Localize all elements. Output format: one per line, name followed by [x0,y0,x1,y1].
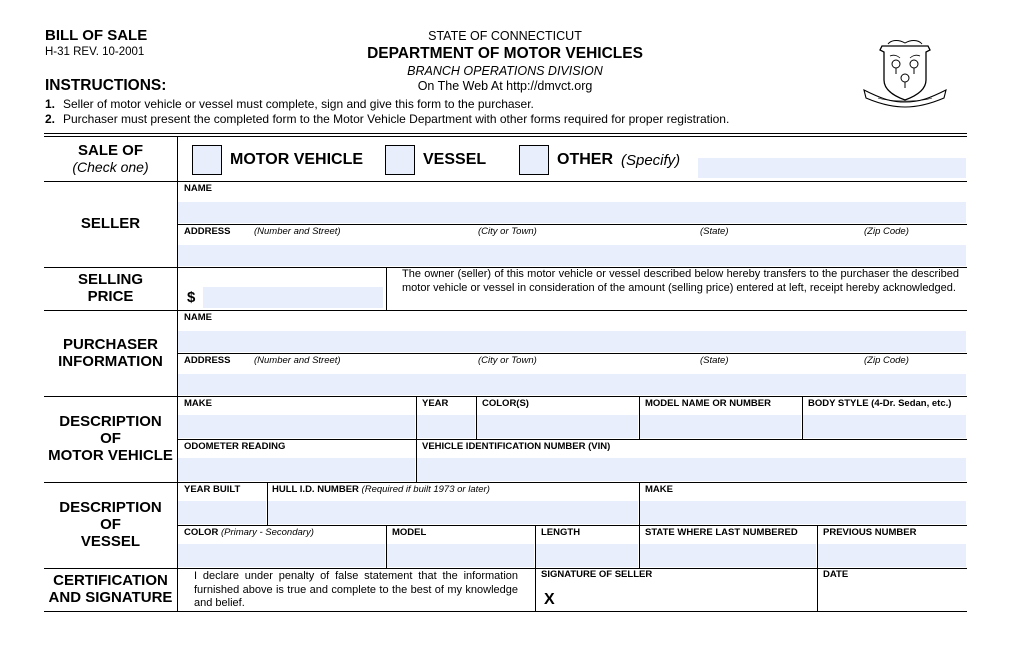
vs-make-label: MAKE [645,484,673,495]
web-address: On The Web At http://dmvct.org [417,79,593,93]
signature-label: SIGNATURE OF SELLER [541,569,653,580]
vs-year-built-label: YEAR BUILT [184,484,241,495]
instructions-title: INSTRUCTIONS: [45,77,167,94]
divider-purchaser-vehicle [44,396,967,397]
signature-x-mark: X [544,591,555,608]
date-label: DATE [823,569,849,580]
vs-year-built-field[interactable] [178,501,266,524]
certification-statement: I declare under penalty of false statement that the information furnished above is true and complete to the best of my knowledge and belief. [194,570,518,609]
purchaser-address-field[interactable] [178,374,966,395]
vs-state-last-label: STATE WHERE LAST NUMBERED [645,527,798,538]
purchaser-city-hint: (City or Town) [478,355,537,366]
form-title: BILL OF SALE [45,27,148,44]
divider-price-purchaser [44,310,967,311]
mv-colors-label: COLOR(S) [482,398,529,409]
mv-odometer-label: ODOMETER READING [184,441,286,452]
mv-make-label: MAKE [184,398,212,409]
vs-model-label: MODEL [392,527,427,538]
seller-zip-hint: (Zip Code) [864,226,909,237]
mv-year-label: YEAR [422,398,449,409]
seller-street-hint: (Number and Street) [254,226,341,237]
vs-model-field[interactable] [387,544,534,567]
divider-sale-seller [44,181,967,182]
other-specify-field[interactable] [698,158,966,178]
purchaser-inner-divider [178,353,967,354]
mv-make-field[interactable] [178,415,415,438]
mv-body-style-field[interactable] [803,415,966,438]
mv-vin-field[interactable] [417,458,966,481]
purchaser-name-field[interactable] [178,331,966,352]
instruction-2-number: 2. [45,112,56,126]
vs-state-last-field[interactable] [640,544,816,567]
table-bottom-rule [44,611,967,612]
sale-of-label: SALE OF (Check one) [44,142,177,176]
vs-hull-note: (Required if built 1973 or later) [361,484,490,495]
mv-body-style-label: BODY STYLE (4-Dr. Sedan, etc.) [808,398,952,409]
mv-model-field[interactable] [640,415,801,438]
mv-odometer-field[interactable] [178,458,415,481]
vs-color-note: (Primary - Secondary) [220,527,314,538]
table-top-rule-2 [44,136,967,137]
mv-year-field[interactable] [417,415,475,438]
mv-inner-divider [178,439,967,440]
instruction-2-text: Purchaser must present the completed form to the Motor Vehicle Department with other forms required for proper registration. [63,112,730,126]
instruction-1-number: 1. [45,97,56,111]
division-name: BRANCH OPERATIONS DIVISION [407,64,603,78]
state-name: STATE OF CONNECTICUT [428,29,582,43]
selling-price-field[interactable] [203,287,383,308]
seller-label: SELLER [80,215,141,232]
seller-name-label: NAME [184,183,212,194]
motor-vehicle-checkbox[interactable] [192,145,222,175]
seller-name-field[interactable] [178,202,966,223]
vs-length-label: LENGTH [541,527,581,538]
instruction-1-text: Seller of motor vehicle or vessel must complete, sign and give this form to the purchaser. [63,97,534,111]
other-specify-hint: (Specify) [621,152,681,169]
department-name: DEPARTMENT OF MOTOR VEHICLES [367,45,643,62]
mv-vin-label: VEHICLE IDENTIFICATION NUMBER (VIN) [422,441,611,452]
price-divider [386,268,387,310]
vs-hull-field[interactable] [268,501,638,524]
cert-divider-statement-sig [535,569,536,611]
vessel-checkbox[interactable] [385,145,415,175]
other-checkbox[interactable] [519,145,549,175]
mv-colors-field[interactable] [477,415,638,438]
certification-label: CERTIFICATION AND SIGNATURE [48,572,173,606]
vs-hull-label: HULL I.D. NUMBER (Required if built 1973 or later) [272,484,490,495]
motor-vehicle-label: DESCRIPTION OF MOTOR VEHICLE [48,413,173,464]
vessel-option: VESSEL [423,151,487,168]
selling-price-label: SELLING PRICE [77,271,143,305]
vessel-label: DESCRIPTION OF VESSEL [59,499,162,550]
vs-prev-number-field[interactable] [818,544,966,567]
seller-city-hint: (City or Town) [478,226,537,237]
mv-model-label: MODEL NAME OR NUMBER [645,398,771,409]
date-field[interactable] [818,588,966,610]
purchaser-label: PURCHASER INFORMATION [58,336,163,370]
vs-prev-number-label: PREVIOUS NUMBER [823,527,917,538]
table-top-rule-1 [44,133,967,134]
form-number: H-31 REV. 10-2001 [45,46,145,58]
divider-vehicle-vessel [44,482,967,483]
vs-color-label: COLOR (Primary - Secondary) [184,527,314,538]
purchaser-state-hint: (State) [700,355,729,366]
vs-color-field[interactable] [178,544,385,567]
vs-length-field[interactable] [536,544,638,567]
purchaser-name-label: NAME [184,312,212,323]
purchaser-street-hint: (Number and Street) [254,355,341,366]
vs-inner-divider [178,525,967,526]
seller-address-label: ADDRESS [184,226,231,237]
seller-inner-divider [178,224,967,225]
sale-of-sub: (Check one) [72,159,149,175]
seller-address-field[interactable] [178,245,966,266]
motor-vehicle-option: MOTOR VEHICLE [230,151,364,168]
currency-symbol: $ [187,289,196,306]
purchaser-address-label: ADDRESS [184,355,231,366]
signature-field[interactable] [560,588,816,610]
seller-state-hint: (State) [700,226,729,237]
transfer-statement: The owner (seller) of this motor vehicle or vessel described below hereby transfers to the purchaser the described motor vehicle or vessel in consideration of the amount (selling price) entered at left, receipt hereby acknowledged. [402,268,959,294]
state-seal-icon [860,38,950,108]
vs-make-field[interactable] [640,501,966,524]
purchaser-zip-hint: (Zip Code) [864,355,909,366]
other-option: OTHER [557,151,613,168]
